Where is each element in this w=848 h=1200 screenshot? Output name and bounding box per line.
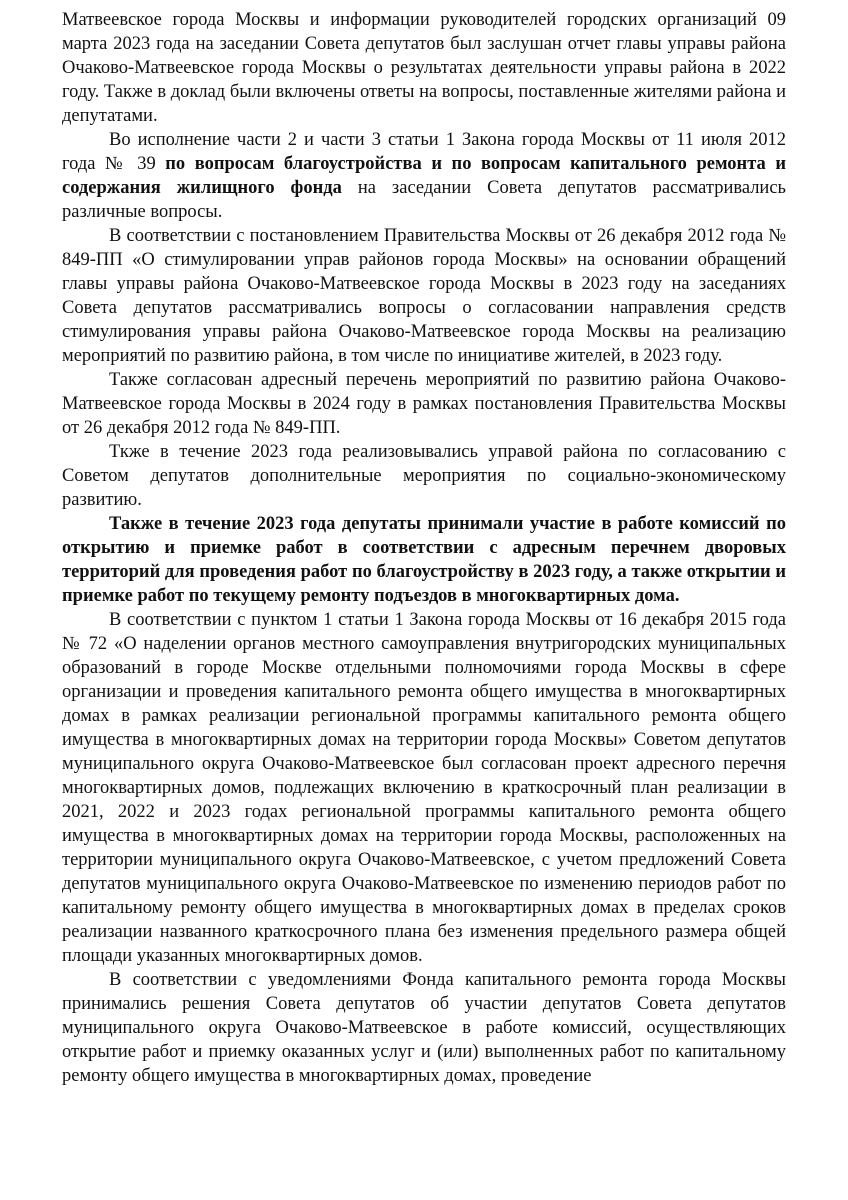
paragraph-capital-repair-fund: В соответствии с уведомлениями Фонда капитального ремонта города Москвы принимались решения Совета депутатов об участии депутатов Совета депутатов муниципального округа Очаково-Матвеевское в работе комиссий, осуществляющих открытие работ и приемку оказанных услуг и (или) выполненных работ по капитальному ремонту общего имущества в многоквартирных домах, проведение [62,970,786,1086]
paragraph-law-39 [62,128,786,224]
paragraph-law-72: В соответствии с пунктом 1 статьи 1 Закона города Москвы от 16 декабря 2015 года № 72 «О наделении органов местного самоуправления внутригородских муниципальных образований в городе Москве отдельными полномочиями города Москвы в сфере организации и проведения капитального ремонта общего имущества в многоквартирных домах в рамках реализации региональной программы капитального ремонта общего имущества в многоквартирных домах на территории города Москвы» Советом депутатов муниципального округа Очаково-Матвеевское был согласован проект адресного перечня многоквартирных домов, подлежащих включению в краткосрочный план реализации в 2021, 2022 и 2023 годах региональной программы капитального ремонта общего имущества в многоквартирных домах на территории города Москвы, расположенных на территории муниципального округа Очаково-Матвеевское, с учетом предложений Совета депутатов муниципального округа Очаково-Матвеевское по изменению периодов работ по капитальному ремонту общего имущества в многоквартирных домах в пределах сроков реализации названного краткосрочного плана без изменения предельного размера общей площади указанных многоквартирных домов. [62,610,786,966]
paragraph-report: Матвеевское города Москвы и информации руководителей городских организаций 09 марта 2023 года на заседании Совета депутатов был заслушан отчет главы управы района Очаково-Матвеевское города Москвы о результатах деятельности управы района в 2022 году. Также в доклад были включены ответы на вопросы, поставленные жителями района и депутатами. [62,10,786,126]
paragraph-address-list: Также согласован адресный перечень мероприятий по развитию района Очаково-Матвеевское города Москвы в 2024 году в рамках постановления Правительства Москвы от 26 декабря 2012 года № 849-ПП. [62,370,786,438]
paragraph-resolution-849: В соответствии с постановлением Правительства Москвы от 26 декабря 2012 года № 849-ПП «О стимулировании управ районов города Москвы» на основании обращений главы управы района Очаково-Матвеевское города Москвы в 2023 году на заседаниях Совета депутатов рассматривались вопросы о согласовании направления средств стимулирования управы района Очаково-Матвеевское города Москвы на реализацию мероприятий по развитию района, в том числе по инициативе жителей, в 2023 году. [62,226,786,366]
paragraph-law-39-intro: Во исполнение части 2 и части 3 статьи 1 Закона города Москвы от 11 июля 2012 года № 39 [62,130,786,174]
document-page [62,8,786,1088]
paragraph-law-39-end: на заседании Совета депутатов рассматривались различные вопросы. [62,178,786,222]
paragraph-additional-measures: Ткже в течение 2023 года реализовывались управой района по согласованию с Советом депутатов дополнительные мероприятия по социально-экономическому развитию. [62,442,786,510]
paragraph-law-39-bold: по вопросам благоустройства и по вопросам капитального ремонта и содержания жилищного фонда [62,154,786,198]
paragraph-commissions-bold: Также в течение 2023 года депутаты принимали участие в работе комиссий по открытию и приемке работ в соответствии с адресным перечнем дворовых территорий для проведения работ по благоустройству в 2023 году, а также открытии и приемке работ по текущему ремонту подъездов в многоквартирных дома. [62,514,786,606]
